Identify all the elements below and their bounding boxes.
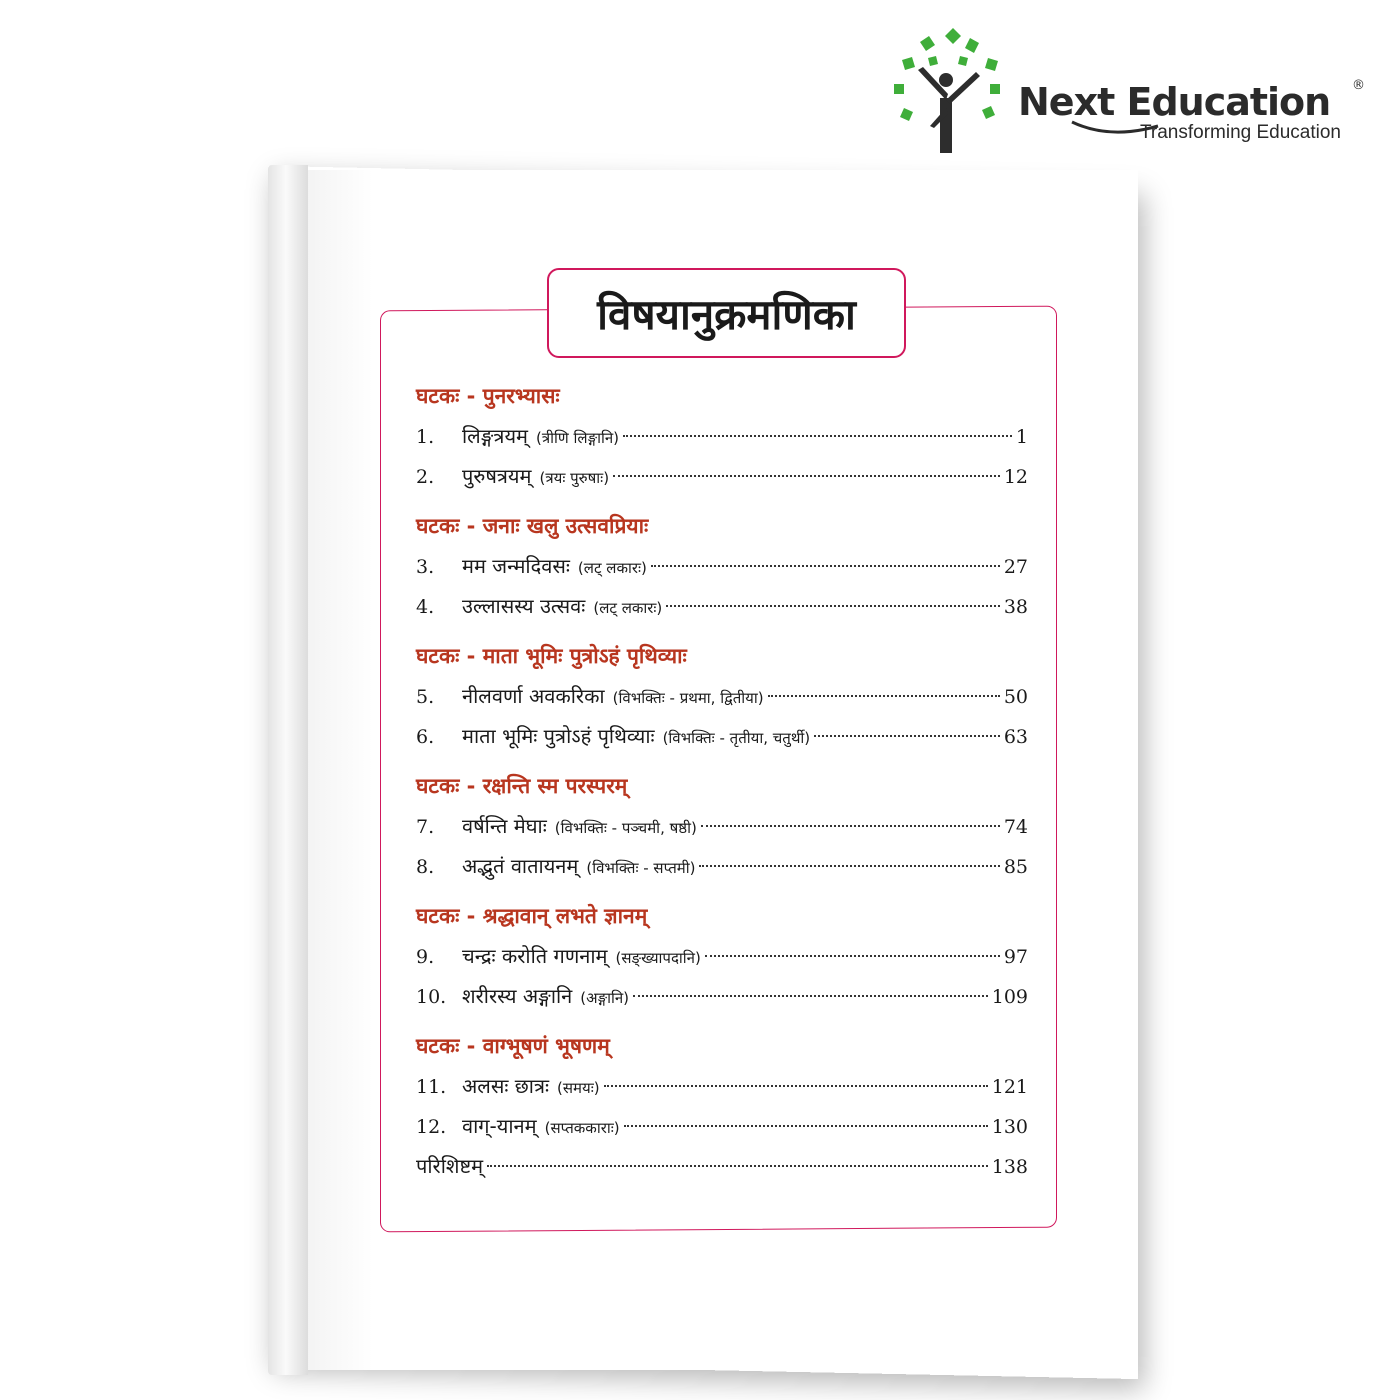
unit-heading: घटकः - पुनरभ्यासः [416, 384, 560, 408]
chapter-subtitle: (लट् लकारः) [577, 559, 647, 577]
chapter-number: 1. [416, 426, 435, 448]
toc-entry[interactable] [416, 806, 1028, 846]
chapter-number: 5. [416, 686, 435, 708]
unit-heading: घटकः - वाग्भूषणं भूषणम् [416, 1034, 610, 1058]
chapter-title: माता भूमिः पुत्रोऽहं पृथिव्याः [462, 724, 655, 748]
toc-entry[interactable] [416, 546, 1028, 586]
dot-leader [487, 1165, 988, 1167]
page-number: 1 [1015, 426, 1028, 448]
brand-logo [890, 28, 1390, 158]
dot-leader [624, 1125, 988, 1127]
chapter-number: 11. [416, 1076, 447, 1098]
unit-heading: घटकः - जनाः खलु उत्सवप्रियाः [416, 514, 649, 538]
chapter-title: लिङ्गत्रयम् [462, 424, 528, 448]
page-number: 38 [1003, 596, 1028, 618]
tree-logo-icon [890, 28, 1005, 153]
chapter-title: मम जन्मदिवसः [462, 554, 570, 578]
page-number: 63 [1003, 726, 1028, 748]
page-number: 50 [1003, 686, 1028, 708]
dot-leader [666, 605, 1000, 607]
chapter-subtitle: (विभक्तिः - प्रथमा, द्वितीया) [612, 689, 764, 707]
toc-entry[interactable] [416, 846, 1028, 886]
book-spine [268, 165, 308, 1375]
dot-leader [701, 825, 1000, 827]
chapter-subtitle: (विभक्तिः - तृतीया, चतुर्थी) [662, 729, 811, 747]
section-gap [416, 626, 1028, 636]
chapter-title: उल्लासस्य उत्सवः [462, 594, 586, 618]
chapter-number: 3. [416, 556, 435, 578]
chapter-subtitle: (सप्तककाराः) [544, 1119, 620, 1137]
dot-leader [814, 735, 1000, 737]
chapter-title: शरीरस्य अङ्गानि [462, 984, 573, 1008]
section-gap [416, 886, 1028, 896]
toc-entry-appendix[interactable] [416, 1146, 1028, 1186]
toc-entry[interactable] [416, 676, 1028, 716]
toc-entry[interactable] [416, 586, 1028, 626]
page-number: 97 [1003, 946, 1028, 968]
toc-title: विषयानुक्रमणिका [597, 289, 856, 339]
dot-leader [699, 865, 999, 867]
section-gap [416, 496, 1028, 506]
dot-leader [613, 475, 1000, 477]
dot-leader [633, 995, 988, 997]
chapter-title: पुरुषत्रयम् [462, 464, 532, 488]
toc-title-box [547, 268, 906, 358]
chapter-subtitle: (त्रयः पुरुषाः) [539, 469, 610, 487]
chapter-title: अद्भुतं वातायनम् [462, 854, 579, 878]
page-number: 121 [991, 1076, 1028, 1098]
chapter-title: चन्द्रः करोति गणनाम् [462, 944, 608, 968]
chapter-title: वाग्-यानम् [462, 1114, 537, 1138]
chapter-number: 2. [416, 466, 435, 488]
chapter-number: 12. [416, 1116, 447, 1138]
chapter-number: 4. [416, 596, 435, 618]
brand-tagline: Transforming Education [1140, 122, 1342, 143]
chapter-title: नीलवर्णा अवकरिका [462, 684, 605, 708]
page-number: 109 [991, 986, 1028, 1008]
chapter-subtitle: (अङ्गानि) [580, 989, 630, 1007]
page-number: 74 [1003, 816, 1028, 838]
chapter-number: 7. [416, 816, 435, 838]
page-number: 138 [991, 1156, 1028, 1178]
dot-leader [768, 695, 1000, 697]
toc-entry[interactable] [416, 416, 1028, 456]
page-number: 27 [1003, 556, 1028, 578]
chapter-subtitle: (त्रीणि लिङ्गानि) [536, 429, 620, 447]
chapter-subtitle: (विभक्तिः - सप्तमी) [586, 859, 696, 877]
dot-leader [604, 1085, 988, 1087]
chapter-number: 8. [416, 856, 435, 878]
chapter-number: 6. [416, 726, 435, 748]
page-number: 85 [1003, 856, 1028, 878]
toc-entry[interactable] [416, 1106, 1028, 1146]
chapter-number: 10. [416, 986, 447, 1008]
dot-leader [651, 565, 1000, 567]
chapter-subtitle: (सङ्ख्यापदानि) [615, 949, 701, 967]
page-number: 12 [1003, 466, 1028, 488]
toc-entry[interactable] [416, 716, 1028, 756]
unit-heading: घटकः - माता भूमिः पुत्रोऽहं पृथिव्याः [416, 644, 687, 668]
toc-entry[interactable] [416, 976, 1028, 1016]
appendix-title: परिशिष्टम् [416, 1154, 484, 1178]
unit-heading: घटकः - श्रद्धावान् लभते ज्ञानम् [416, 904, 648, 928]
chapter-subtitle: (विभक्तिः - पञ्चमी, षष्ठी) [554, 819, 697, 837]
dot-leader [705, 955, 1000, 957]
chapter-subtitle: (लट् लकारः) [593, 599, 663, 617]
table-of-contents [416, 376, 1028, 1186]
brand-name: Next Education [1018, 80, 1331, 124]
chapter-subtitle: (समयः) [557, 1079, 600, 1097]
chapter-number: 9. [416, 946, 435, 968]
registered-mark: ® [1352, 78, 1365, 93]
toc-entry[interactable] [416, 456, 1028, 496]
dot-leader [623, 435, 1012, 437]
unit-heading: घटकः - रक्षन्ति स्म परस्परम् [416, 774, 628, 798]
page-number: 130 [991, 1116, 1028, 1138]
section-gap [416, 1016, 1028, 1026]
chapter-title: वर्षन्ति मेघाः [462, 814, 547, 838]
toc-entry[interactable] [416, 936, 1028, 976]
toc-entry[interactable] [416, 1066, 1028, 1106]
chapter-title: अलसः छात्रः [462, 1074, 550, 1098]
